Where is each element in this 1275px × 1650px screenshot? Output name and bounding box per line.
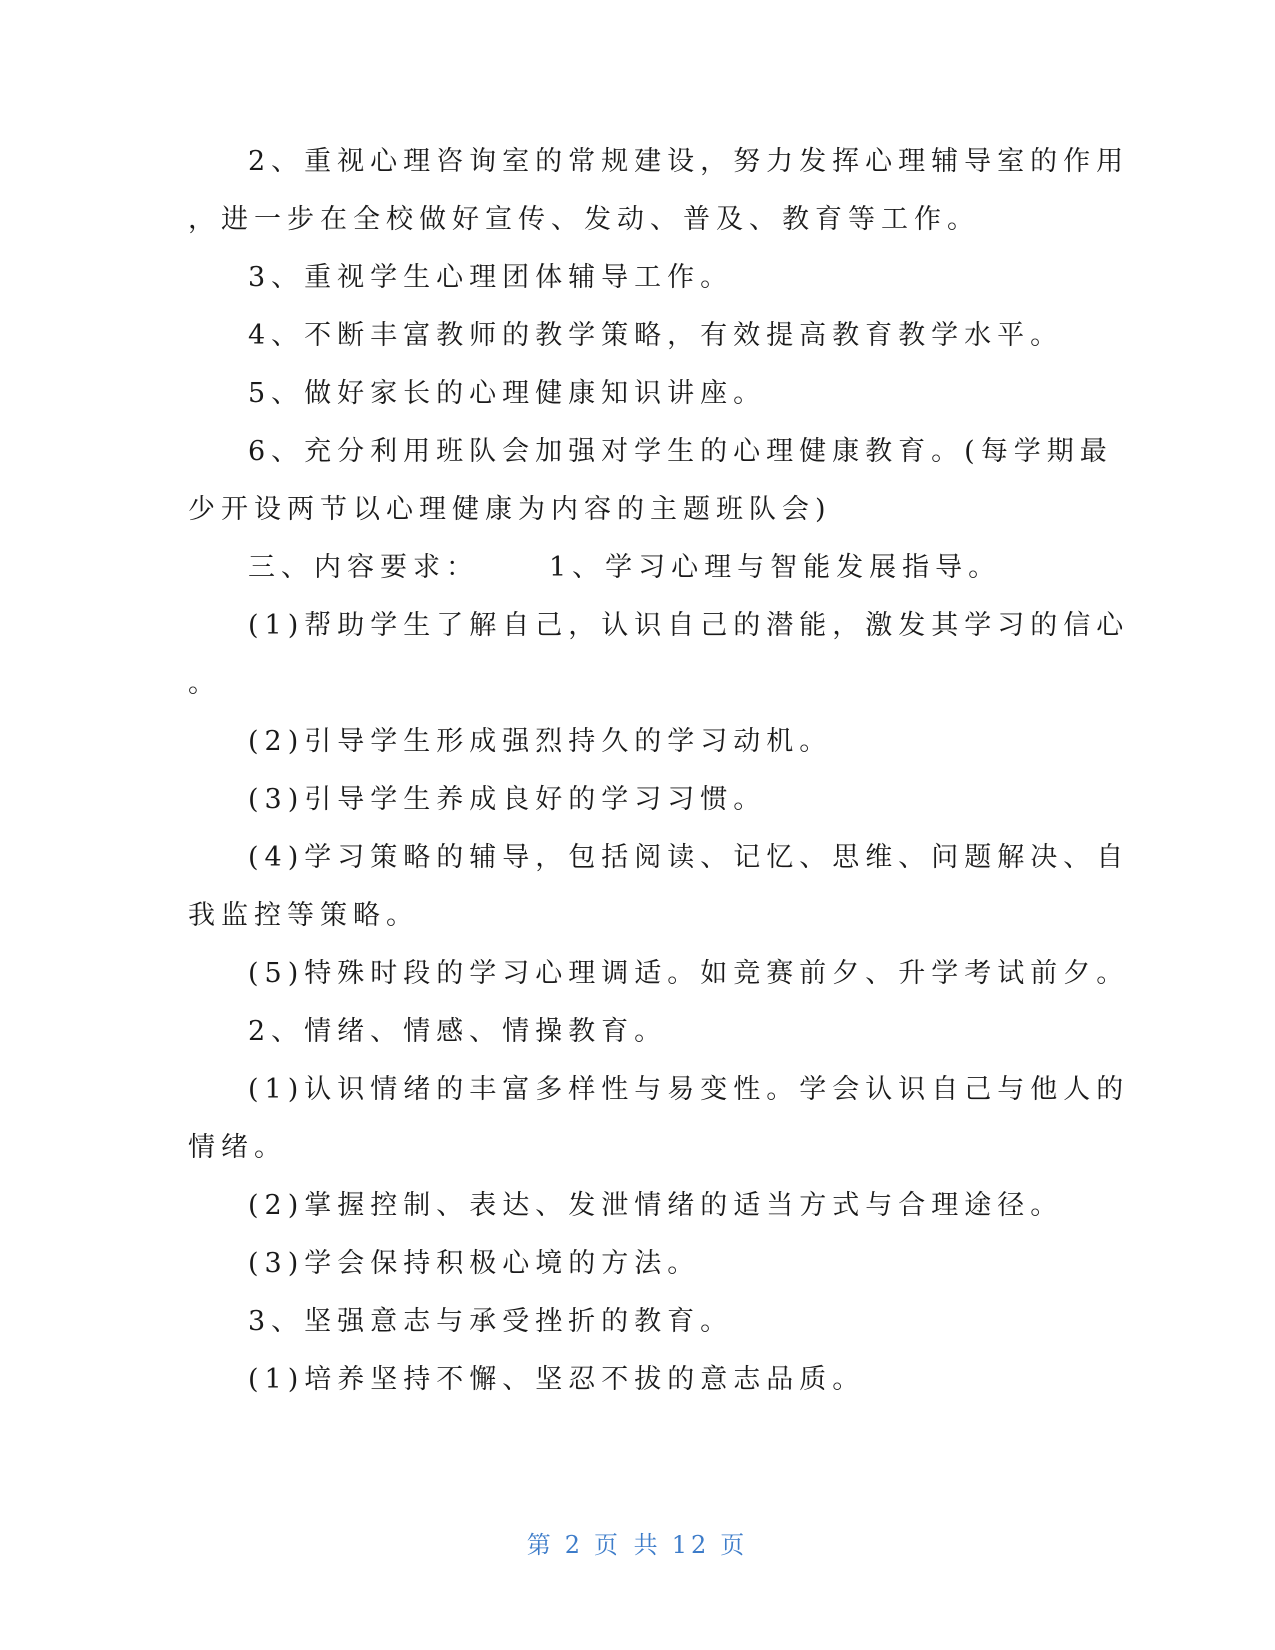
paragraph-line: 4、不断丰富教师的教学策略，有效提高教育教学水平。 — [248, 320, 1064, 351]
paragraph-line: (1)认识情绪的丰富多样性与易变性。学会认识自己与他人的 — [248, 1074, 1130, 1105]
paragraph-line: 情绪。 — [188, 1132, 287, 1163]
paragraph-line: 我监控等策略。 — [188, 900, 419, 931]
total-page-count: 12 — [671, 1531, 711, 1559]
page-number-footer — [0, 1530, 1275, 1560]
paragraph-line: (3)学会保持积极心境的方法。 — [248, 1248, 701, 1279]
paragraph-line: 2、重视心理咨询室的常规建设，努力发挥心理辅导室的作用 — [248, 146, 1130, 177]
paragraph-line: 6、充分利用班队会加强对学生的心理健康教育。(每学期最 — [248, 436, 1113, 467]
paragraph-line: (1)培养坚持不懈、坚忍不拔的意志品质。 — [248, 1364, 866, 1395]
paragraph-line: 。 — [188, 668, 221, 699]
paragraph-line: (5)特殊时段的学习心理调适。如竞赛前夕、升学考试前夕。 — [248, 958, 1130, 989]
current-page-number: 2 — [564, 1531, 585, 1559]
subsection-heading: 1、学习心理与智能发展指导。 — [549, 552, 1002, 583]
section-heading-line — [0, 551, 1275, 585]
paragraph-line: 5、做好家长的心理健康知识讲座。 — [248, 378, 767, 409]
page-mid-text: 页 共 — [594, 1531, 662, 1559]
paragraph-line: (4)学习策略的辅导，包括阅读、记忆、思维、问题解决、自 — [248, 842, 1130, 873]
paragraph-line: 3、重视学生心理团体辅导工作。 — [248, 262, 734, 293]
page-prefix: 第 — [526, 1531, 555, 1559]
paragraph-line: 3、坚强意志与承受挫折的教育。 — [248, 1306, 734, 1337]
paragraph-line: (1)帮助学生了解自己，认识自己的潜能，激发其学习的信心 — [248, 610, 1130, 641]
paragraph-line: (2)引导学生形成强烈持久的学习动机。 — [248, 726, 833, 757]
page-suffix: 页 — [720, 1531, 749, 1559]
paragraph-line: 2、情绪、情感、情操教育。 — [248, 1016, 668, 1047]
paragraph-line: ，进一步在全校做好宣传、发动、普及、教育等工作。 — [188, 204, 980, 235]
paragraph-line: (3)引导学生养成良好的学习习惯。 — [248, 784, 767, 815]
paragraph-line: (2)掌握控制、表达、发泄情绪的适当方式与合理途径。 — [248, 1190, 1064, 1221]
section-heading: 三、内容要求： — [248, 552, 479, 583]
paragraph-line: 少开设两节以心理健康为内容的主题班队会) — [188, 494, 832, 525]
